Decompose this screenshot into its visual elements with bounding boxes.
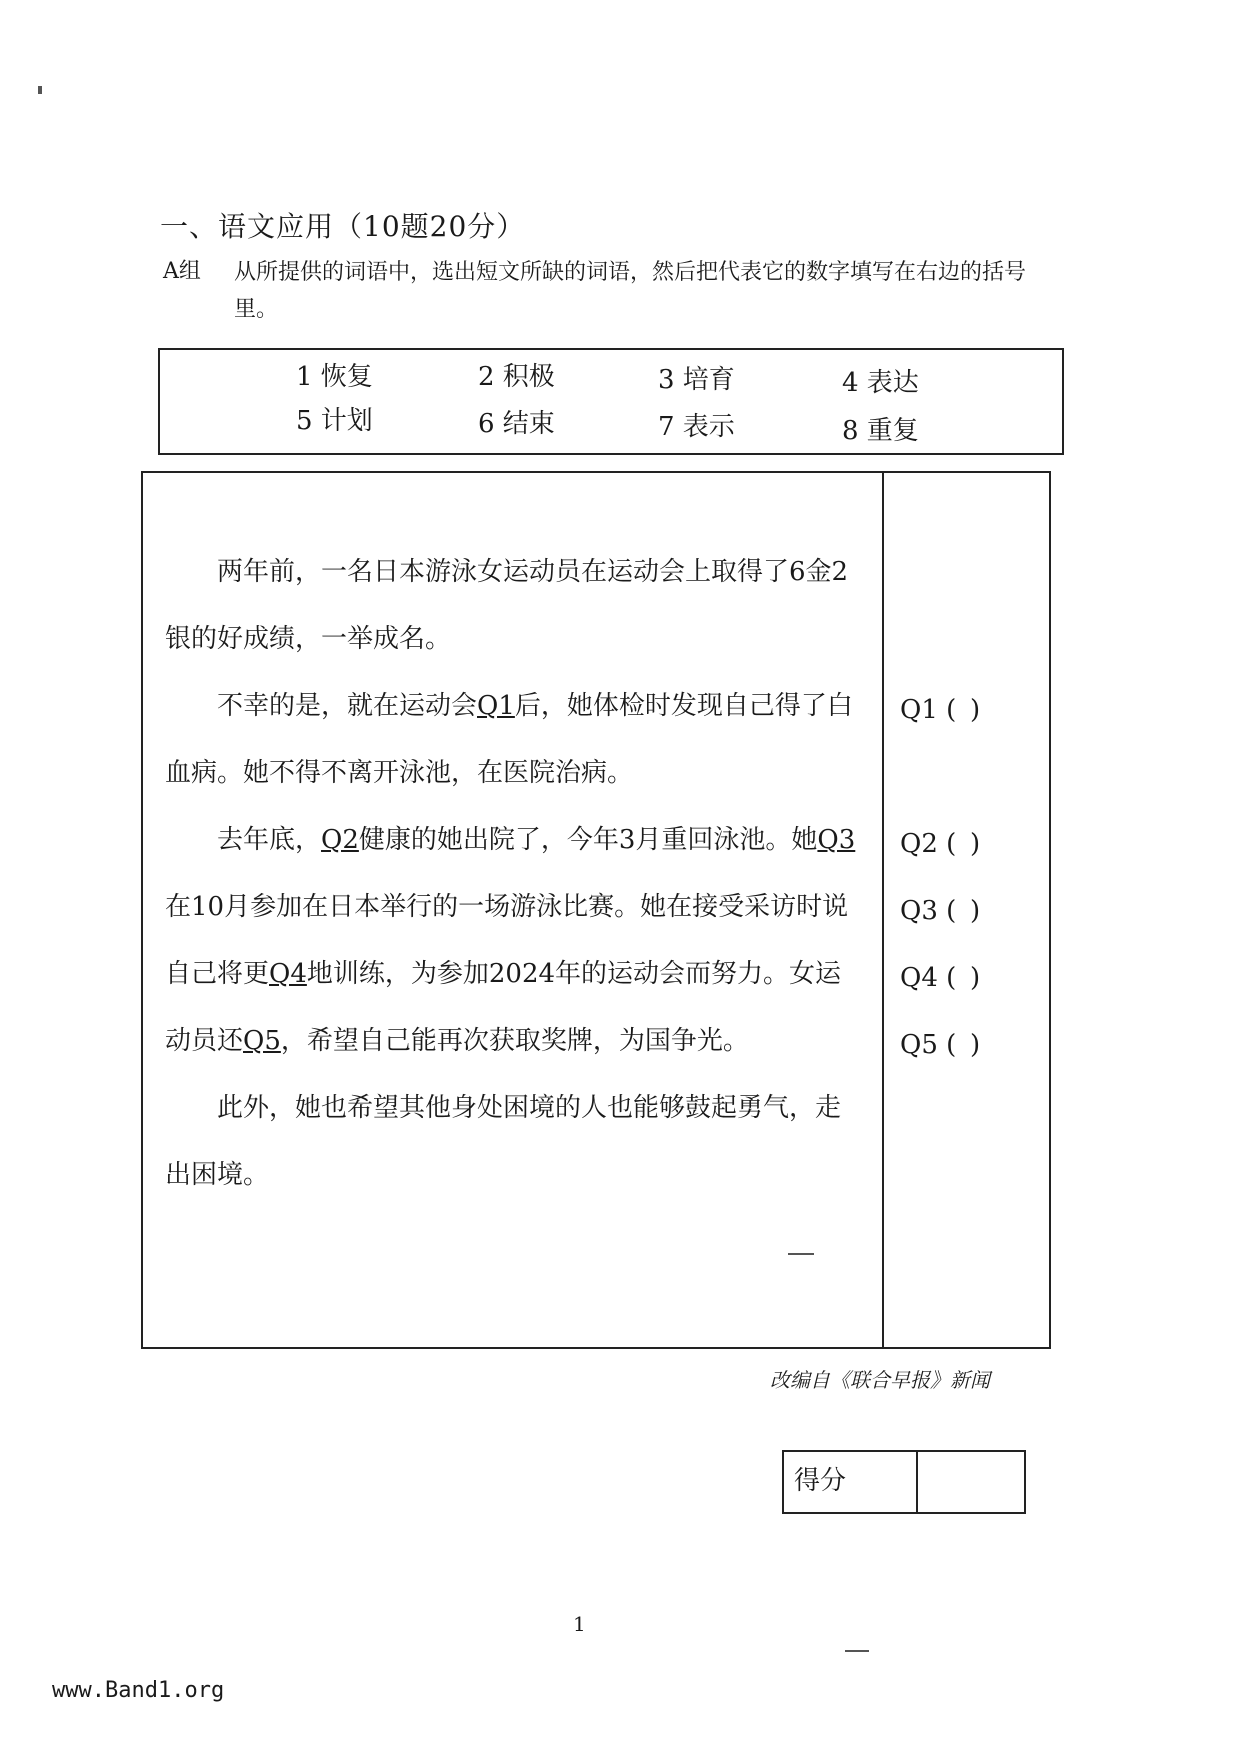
paragraph-3-b: 健康的她出院了，今年3月重回泳池。她 [358, 825, 818, 855]
stray-mark [788, 1253, 814, 1255]
word-option: 2 积极 [478, 362, 555, 392]
answer-q2[interactable] [900, 829, 980, 859]
group-label: A组 [163, 259, 201, 284]
paragraph-3-c: 在10月参加在日本举行的一场游泳比赛。她在接受采访时说自己将更 [165, 892, 849, 989]
answer-q1-label: Q1 ( [900, 695, 957, 725]
blank-q1: Q1 [477, 691, 515, 721]
instruction-text: 从所提供的词语中，选出短文所缺的词语，然后把代表它的数字填写在右边的括号里。 [234, 260, 1027, 322]
word-option: 4 表达 [842, 368, 919, 398]
score-label: 得分 [794, 1466, 847, 1496]
blank-q5: Q5 [243, 1026, 281, 1056]
answer-close: ) [970, 896, 981, 926]
word-option: 3 培育 [658, 365, 735, 395]
paragraph-2-b: 后，她体检时发现自己得了白血病。她不得不离开泳池，在医院治病。 [165, 691, 853, 788]
answer-q3[interactable] [900, 896, 980, 926]
paragraph-3-d: 地训练，为参加2024年的运动会而努力。女运动员还 [165, 959, 842, 1056]
answer-close: ) [970, 1030, 981, 1060]
paragraph-3-a: 去年底， [217, 825, 322, 855]
answer-close: ) [970, 963, 981, 993]
answer-q4-label: Q4 ( [900, 963, 957, 993]
paragraph-3-e: ，希望自己能再次获取奖牌，为国争光。 [280, 1026, 749, 1056]
paragraph-2 [165, 673, 865, 807]
paragraph-3 [165, 807, 865, 1075]
column-divider [882, 473, 884, 1347]
page-number: 1 [573, 1612, 586, 1636]
answer-q1[interactable] [900, 695, 980, 725]
passage-box [141, 471, 1051, 1349]
blank-q3: Q3 [817, 825, 856, 855]
paragraph-1: 两年前，一名日本游泳女运动员在运动会上取得了6金2银的好成绩，一举成名。 [165, 557, 849, 654]
answer-q2-label: Q2 ( [900, 829, 957, 859]
score-box [782, 1450, 1026, 1514]
scan-speck [845, 1650, 869, 1652]
word-option: 6 结束 [478, 409, 555, 439]
section-title: 一、语文应用（10题20分） [160, 210, 526, 243]
answer-q4[interactable] [900, 963, 980, 993]
answer-close: ) [970, 829, 981, 859]
score-divider [916, 1452, 918, 1512]
paragraph-4: 此外，她也希望其他身处困境的人也能够鼓起勇气，走出困境。 [165, 1093, 842, 1190]
answer-q3-label: Q3 ( [900, 896, 957, 926]
word-option: 8 重复 [842, 416, 919, 446]
paragraph-2-a: 不幸的是，就在运动会 [217, 691, 478, 721]
scan-speck [38, 86, 42, 94]
answer-close: ) [970, 695, 981, 725]
word-option: 7 表示 [658, 412, 735, 442]
word-option: 1 恢复 [296, 362, 373, 392]
answer-q5[interactable] [900, 1030, 980, 1060]
passage-text [165, 539, 865, 1209]
word-options-box [158, 348, 1064, 455]
website-footer: www.Band1.org [52, 1678, 225, 1703]
answer-q5-label: Q5 ( [900, 1030, 957, 1060]
source-note: 改编自《联合早报》新闻 [770, 1368, 990, 1392]
blank-q2: Q2 [321, 825, 359, 855]
blank-q4: Q4 [269, 959, 307, 989]
word-option: 5 计划 [296, 406, 373, 436]
